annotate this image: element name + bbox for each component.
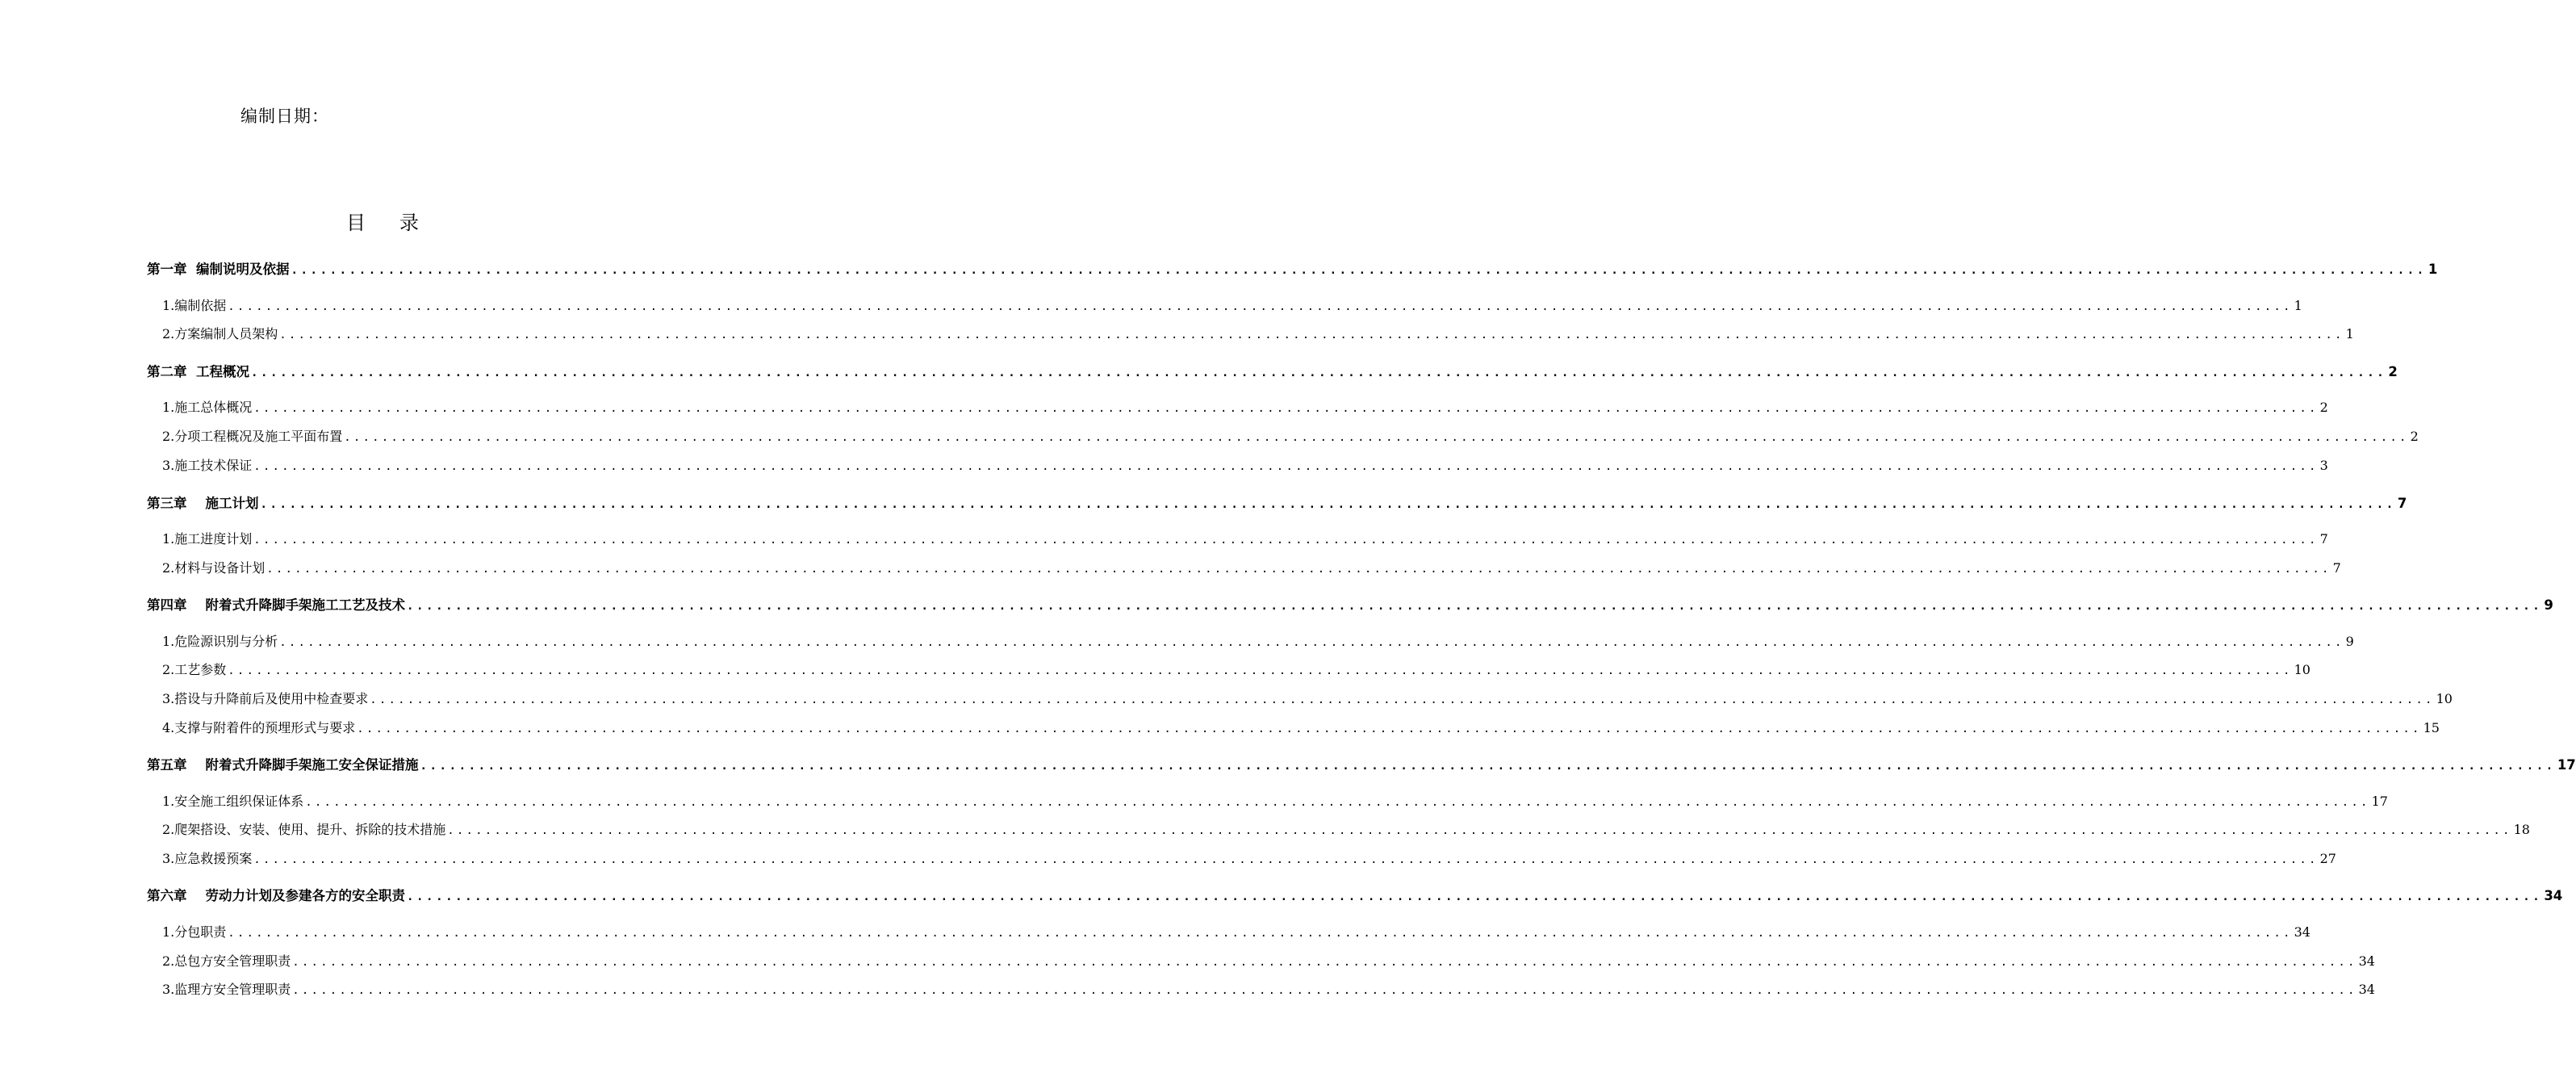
toc-entry-page-number: 9 — [2544, 597, 2553, 613]
toc-entry-label: 2.材料与设备计划 — [162, 560, 266, 576]
toc-entry-page-number: 9 — [2345, 634, 2354, 649]
toc-section-entry[interactable] — [162, 951, 2375, 972]
toc-entry-page-number: 17 — [2557, 757, 2576, 773]
toc-entry-page-number: 1 — [2294, 298, 2302, 313]
toc-title: 目录 — [346, 212, 453, 234]
toc-section-entry[interactable] — [162, 689, 2453, 710]
toc-entry-label: 3.搭设与升降前后及使用中检查要求 — [162, 691, 369, 706]
date-label: 编制日期： — [240, 107, 329, 126]
toc-entry-page-number: 7 — [2332, 560, 2341, 576]
toc-section-entry[interactable] — [162, 718, 2440, 739]
toc-entry-label: 3.施工技术保证 — [162, 458, 253, 473]
toc-chapter-entry[interactable] — [147, 754, 2576, 775]
toc-entry-label: 2.分项工程概况及施工平面布置 — [162, 429, 343, 444]
toc-entry-label: 2.工艺参数 — [162, 662, 227, 677]
toc-chapter-entry[interactable] — [147, 492, 2407, 513]
toc-entry-label: 1.编制依据 — [162, 298, 227, 313]
toc-entry-label: 第六章 劳动力计划及参建各方的安全职责 — [147, 888, 405, 903]
toc-dot-leader: ............................................................................................................................................................................................................................ — [406, 890, 2543, 903]
toc-entry-page-number: 2 — [2388, 364, 2398, 379]
toc-chapter-entry[interactable] — [147, 594, 2553, 615]
toc-dot-leader: ............................................................................................................................................................................................................................ — [344, 431, 2409, 444]
toc-entry-page-number: 34 — [2358, 982, 2375, 997]
toc-section-entry[interactable] — [162, 922, 2310, 943]
toc-section-entry[interactable] — [162, 979, 2375, 1000]
toc-section-entry[interactable] — [162, 848, 2336, 869]
toc-dot-leader: ............................................................................................................................................................................................................................ — [292, 956, 2357, 969]
toc-dot-leader: ............................................................................................................................................................................................................................ — [253, 402, 2319, 415]
toc-entry-page-number: 15 — [2423, 720, 2440, 735]
toc-dot-leader: ............................................................................................................................................................................................................................ — [279, 329, 2344, 341]
toc-dot-leader: ............................................................................................................................................................................................................................ — [292, 984, 2357, 997]
toc-dot-leader: ............................................................................................................................................................................................................................ — [228, 300, 2293, 313]
toc-chapter-entry[interactable] — [147, 885, 2563, 906]
toc-entry-label: 第一章 编制说明及依据 — [147, 262, 290, 277]
toc-entry-page-number: 34 — [2358, 953, 2375, 969]
toc-section-entry[interactable] — [162, 397, 2328, 418]
toc-section-entry[interactable] — [162, 426, 2419, 447]
toc-entry-page-number: 10 — [2436, 691, 2453, 706]
toc-entry-label: 1.安全施工组织保证体系 — [162, 794, 304, 809]
toc-section-entry[interactable] — [162, 791, 2388, 812]
toc-entry-label: 1.危险源识别与分析 — [162, 634, 278, 649]
toc-entry-label: 1.施工进度计划 — [162, 531, 253, 547]
toc-entry-page-number: 34 — [2544, 888, 2563, 903]
toc-entry-label: 第三章 施工计划 — [147, 496, 259, 511]
toc-dot-leader: ............................................................................................................................................................................................................................ — [406, 600, 2543, 613]
toc-entry-label: 第四章 附着式升降脚手架施工工艺及技术 — [147, 597, 405, 613]
toc-entry-label: 3.监理方安全管理职责 — [162, 982, 291, 997]
toc-entry-page-number: 34 — [2294, 924, 2310, 940]
toc-entry-label: 2.爬架搭设、安装、使用、提升、拆除的技术措施 — [162, 822, 446, 837]
toc-dot-leader: ............................................................................................................................................................................................................................ — [357, 723, 2422, 735]
toc-entry-label: 第五章 附着式升降脚手架施工安全保证措施 — [147, 757, 419, 773]
toc-section-entry[interactable] — [162, 660, 2310, 681]
toc-entry-page-number: 2 — [2410, 429, 2419, 444]
toc-entry-label: 2.方案编制人员架构 — [162, 326, 278, 341]
toc-chapter-entry[interactable] — [147, 361, 2398, 382]
toc-dot-leader: ............................................................................................................................................................................................................................ — [305, 796, 2370, 809]
toc-dot-leader: ............................................................................................................................................................................................................................ — [253, 534, 2319, 547]
toc-entry-label: 1.施工总体概况 — [162, 400, 253, 415]
toc-dot-leader: ............................................................................................................................................................................................................................ — [279, 636, 2344, 649]
toc-entry-page-number: 7 — [2397, 496, 2407, 511]
toc-section-entry[interactable] — [162, 529, 2328, 550]
toc-chapter-entry[interactable] — [147, 258, 2438, 279]
toc-entry-page-number: 3 — [2319, 458, 2328, 473]
toc-entry-page-number: 27 — [2319, 851, 2336, 866]
toc-dot-leader: ............................................................................................................................................................................................................................ — [253, 460, 2319, 473]
toc-dot-leader: ............................................................................................................................................................................................................................ — [291, 264, 2427, 277]
toc-dot-leader: ............................................................................................................................................................................................................................ — [420, 760, 2556, 773]
toc-entry-label: 第二章 工程概况 — [147, 364, 249, 379]
toc-section-entry[interactable] — [162, 295, 2302, 316]
toc-dot-leader: ............................................................................................................................................................................................................................ — [251, 367, 2387, 379]
toc-entry-page-number: 1 — [2345, 326, 2354, 341]
toc-entry-label: 4.支撑与附着件的预埋形式与要求 — [162, 720, 356, 735]
toc-dot-leader: ............................................................................................................................................................................................................................ — [370, 693, 2435, 706]
toc-entry-page-number: 10 — [2294, 662, 2310, 677]
toc-section-entry[interactable] — [162, 455, 2328, 476]
toc-section-entry[interactable] — [162, 324, 2354, 345]
toc-dot-leader: ............................................................................................................................................................................................................................ — [260, 498, 2396, 511]
toc-dot-leader: ............................................................................................................................................................................................................................ — [228, 927, 2293, 940]
toc-entry-label: 1.分包职责 — [162, 924, 227, 940]
toc-entry-page-number: 18 — [2513, 822, 2530, 837]
toc-entry-page-number: 7 — [2319, 531, 2328, 547]
toc-dot-leader: ............................................................................................................................................................................................................................ — [447, 824, 2512, 837]
toc-entry-page-number: 17 — [2371, 794, 2388, 809]
toc-entry-label: 3.应急救援预案 — [162, 851, 253, 866]
toc-entry-page-number: 2 — [2319, 400, 2328, 415]
toc-entry-label: 2.总包方安全管理职责 — [162, 953, 291, 969]
toc-section-entry[interactable] — [162, 558, 2341, 579]
toc-dot-leader: ............................................................................................................................................................................................................................ — [228, 664, 2293, 677]
toc-dot-leader: ............................................................................................................................................................................................................................ — [266, 563, 2331, 576]
toc-section-entry[interactable] — [162, 819, 2530, 840]
toc-dot-leader: ............................................................................................................................................................................................................................ — [253, 853, 2319, 866]
toc-section-entry[interactable] — [162, 631, 2354, 652]
toc-entry-page-number: 1 — [2428, 262, 2438, 277]
